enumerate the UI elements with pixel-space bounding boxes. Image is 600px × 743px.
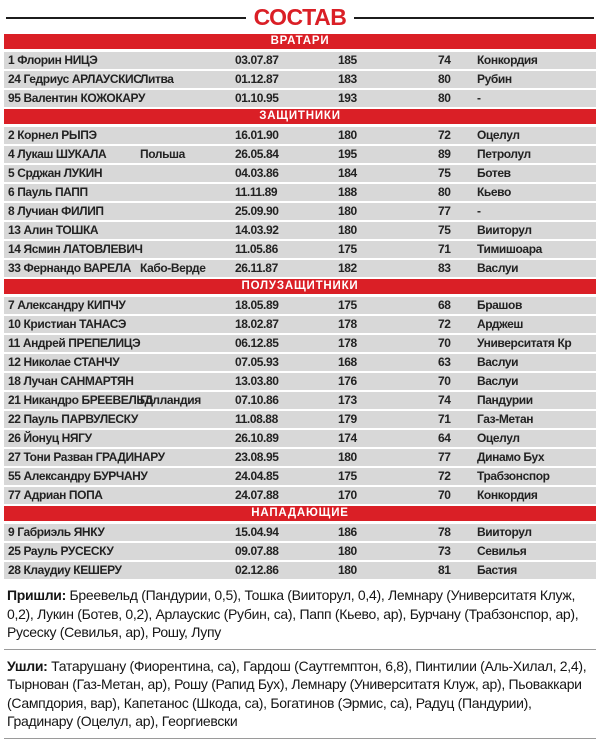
player-number-name: 28 Клаудиу КЕШЕРУ bbox=[8, 563, 122, 577]
player-birthdate: 09.07.88 bbox=[235, 544, 279, 558]
section-header: ПОЛУЗАЩИТНИКИ bbox=[4, 279, 596, 294]
player-previous-club: Брашов bbox=[477, 298, 522, 312]
player-previous-club: - bbox=[477, 91, 481, 105]
player-country bbox=[140, 241, 235, 258]
player-country bbox=[140, 468, 235, 485]
player-height: 180 bbox=[338, 450, 357, 464]
player-row bbox=[4, 52, 596, 69]
player-height: 188 bbox=[338, 185, 357, 199]
player-birthdate: 01.12.87 bbox=[235, 72, 279, 86]
player-row bbox=[4, 71, 596, 88]
player-number-name: 95 Валентин КОЖОКАРУ bbox=[8, 91, 146, 105]
departures-text: Татарушану (Фиорентина, са), Гардош (Саутгемптон, 6,8), Пинтилии (Аль-Хилал, 2,4), Тырнован (Газ-Метан, ар), Рошу (Рапид Бух), Лемнару (Университатя Клуж, ар), Пьоваккари (Сампдория, вар), Капетанос (Шкода, са), Богатинов (Эрмис, са), Радуц (Пандурии), Градинару (Оцелул, ар), Георгиевски bbox=[7, 657, 587, 729]
player-height: 176 bbox=[338, 374, 357, 388]
player-height: 193 bbox=[338, 91, 357, 105]
player-country bbox=[140, 430, 235, 447]
bottom-divider bbox=[4, 738, 596, 739]
player-height: 185 bbox=[338, 53, 357, 67]
player-number-name: 9 Габриэль ЯНКУ bbox=[8, 525, 105, 539]
roster-table bbox=[4, 34, 596, 579]
player-height: 178 bbox=[338, 336, 357, 350]
player-row bbox=[4, 127, 596, 144]
player-number-name: 2 Корнел РЫПЭ bbox=[8, 128, 97, 142]
player-number-name: 13 Алин ТОШКА bbox=[8, 223, 99, 237]
player-country bbox=[140, 354, 235, 371]
player-previous-club: Тимишоара bbox=[477, 242, 542, 256]
player-country bbox=[140, 184, 235, 201]
player-country bbox=[140, 524, 235, 541]
player-birthdate: 02.12.86 bbox=[235, 563, 279, 577]
player-height: 180 bbox=[338, 544, 357, 558]
player-number-name: 18 Лучан САНМАРТЯН bbox=[8, 374, 134, 388]
player-country: Польша bbox=[140, 147, 185, 161]
arrivals-text: Бреевельд (Пандурии, 0,5), Тошка (Вииторул, 0,4), Лемнару (Университатя Клуж, 0,2), Лукин (Ботев, 0,2), Арлаускис (Рубин, са), Папп (Кьево, ар), Бурчану (Трабзонспор, ар), Русеску (Севилья, ар), Рошу, Лупу bbox=[7, 587, 579, 640]
player-birthdate: 07.10.86 bbox=[235, 393, 279, 407]
player-height: 195 bbox=[338, 147, 357, 161]
player-row bbox=[4, 562, 596, 579]
player-previous-club: Бастия bbox=[477, 563, 517, 577]
player-row bbox=[4, 543, 596, 560]
section-header: ЗАЩИТНИКИ bbox=[4, 109, 596, 124]
player-number-name: 55 Александру БУРЧАНУ bbox=[8, 469, 148, 483]
player-row bbox=[4, 335, 596, 352]
player-height: 179 bbox=[338, 412, 357, 426]
player-previous-club: Конкордия bbox=[477, 488, 538, 502]
player-previous-club: Университатя Кр bbox=[477, 336, 572, 350]
player-previous-club: Трабзонспор bbox=[477, 469, 550, 483]
player-number-name: 14 Ясмин ЛАТОВЛЕВИЧ bbox=[8, 242, 143, 256]
player-height: 180 bbox=[338, 223, 357, 237]
section-header: ВРАТАРИ bbox=[4, 34, 596, 49]
player-birthdate: 06.12.85 bbox=[235, 336, 279, 350]
player-birthdate: 18.02.87 bbox=[235, 317, 279, 331]
player-height: 175 bbox=[338, 242, 357, 256]
player-previous-club: Оцелул bbox=[477, 128, 520, 142]
player-previous-club: Вииторул bbox=[477, 525, 532, 539]
player-birthdate: 24.07.88 bbox=[235, 488, 279, 502]
player-number-name: 27 Тони Разван ГРАДИНАРУ bbox=[8, 450, 165, 464]
player-number-name: 1 Флорин НИЦЭ bbox=[8, 53, 98, 67]
player-weight: 78 bbox=[438, 525, 451, 539]
player-country bbox=[140, 543, 235, 560]
player-country bbox=[140, 297, 235, 314]
player-birthdate: 26.05.84 bbox=[235, 147, 279, 161]
title-rule-left bbox=[6, 17, 246, 19]
player-number-name: 8 Лучиан ФИЛИП bbox=[8, 204, 104, 218]
player-weight: 77 bbox=[438, 204, 451, 218]
player-previous-club: Петролул bbox=[477, 147, 531, 161]
player-row bbox=[4, 90, 596, 107]
player-height: 186 bbox=[338, 525, 357, 539]
player-row bbox=[4, 297, 596, 314]
player-country bbox=[140, 373, 235, 390]
player-height: 178 bbox=[338, 317, 357, 331]
player-weight: 68 bbox=[438, 298, 451, 312]
player-birthdate: 11.08.88 bbox=[235, 412, 278, 426]
player-row bbox=[4, 468, 596, 485]
paragraph-divider bbox=[4, 649, 596, 650]
player-height: 182 bbox=[338, 261, 357, 275]
player-previous-club: Ботев bbox=[477, 166, 511, 180]
player-country bbox=[140, 165, 235, 182]
player-previous-club: Васлуи bbox=[477, 355, 519, 369]
player-weight: 75 bbox=[438, 166, 451, 180]
player-weight: 71 bbox=[438, 412, 451, 426]
player-birthdate: 13.03.80 bbox=[235, 374, 279, 388]
player-number-name: 24 Гедриус АРЛАУСКИС bbox=[8, 72, 142, 86]
player-row bbox=[4, 222, 596, 239]
player-birthdate: 18.05.89 bbox=[235, 298, 279, 312]
player-row bbox=[4, 316, 596, 333]
player-number-name: 22 Пауль ПАРВУЛЕСКУ bbox=[8, 412, 138, 426]
player-previous-club: Васлуи bbox=[477, 374, 519, 388]
player-previous-club: Газ-Метан bbox=[477, 412, 534, 426]
player-birthdate: 14.03.92 bbox=[235, 223, 279, 237]
player-birthdate: 23.08.95 bbox=[235, 450, 279, 464]
player-birthdate: 26.11.87 bbox=[235, 261, 278, 275]
player-height: 168 bbox=[338, 355, 357, 369]
player-weight: 74 bbox=[438, 53, 451, 67]
player-number-name: 77 Адриан ПОПА bbox=[8, 488, 103, 502]
player-row bbox=[4, 411, 596, 428]
title-row bbox=[6, 4, 594, 31]
departures-paragraph bbox=[7, 657, 594, 731]
player-height: 170 bbox=[338, 488, 357, 502]
player-weight: 89 bbox=[438, 147, 451, 161]
player-number-name: 11 Андрей ПРЕПЕЛИЦЭ bbox=[8, 336, 141, 350]
player-number-name: 10 Кристиан ТАНАСЭ bbox=[8, 317, 127, 331]
player-birthdate: 03.07.87 bbox=[235, 53, 279, 67]
squad-roster-page bbox=[0, 4, 600, 739]
player-birthdate: 26.10.89 bbox=[235, 431, 279, 445]
player-birthdate: 04.03.86 bbox=[235, 166, 279, 180]
player-row bbox=[4, 241, 596, 258]
player-weight: 64 bbox=[438, 431, 451, 445]
player-country bbox=[140, 562, 235, 579]
player-previous-club: Рубин bbox=[477, 72, 512, 86]
player-weight: 72 bbox=[438, 317, 451, 331]
player-height: 175 bbox=[338, 469, 357, 483]
player-country bbox=[140, 222, 235, 239]
player-weight: 77 bbox=[438, 450, 451, 464]
player-row bbox=[4, 260, 596, 277]
player-weight: 80 bbox=[438, 91, 451, 105]
player-weight: 70 bbox=[438, 336, 451, 350]
player-previous-club: Конкордия bbox=[477, 53, 538, 67]
player-number-name: 26 Йонуц НЯГУ bbox=[8, 431, 92, 445]
player-country bbox=[140, 411, 235, 428]
player-row bbox=[4, 146, 596, 163]
player-height: 174 bbox=[338, 431, 357, 445]
player-number-name: 6 Пауль ПАПП bbox=[8, 185, 88, 199]
player-country: Голландия bbox=[140, 393, 201, 407]
player-country bbox=[140, 335, 235, 352]
page-title: СОСТАВ bbox=[253, 4, 347, 30]
player-weight: 72 bbox=[438, 128, 451, 142]
player-country bbox=[140, 52, 235, 69]
player-row bbox=[4, 392, 596, 409]
player-height: 173 bbox=[338, 393, 357, 407]
player-weight: 75 bbox=[438, 223, 451, 237]
player-number-name: 5 Срджан ЛУКИН bbox=[8, 166, 103, 180]
player-row bbox=[4, 373, 596, 390]
player-birthdate: 11.05.86 bbox=[235, 242, 278, 256]
player-country bbox=[140, 203, 235, 220]
player-row bbox=[4, 354, 596, 371]
player-birthdate: 01.10.95 bbox=[235, 91, 279, 105]
player-weight: 80 bbox=[438, 185, 451, 199]
player-birthdate: 16.01.90 bbox=[235, 128, 279, 142]
arrivals-label: Пришли: bbox=[7, 587, 66, 603]
player-weight: 81 bbox=[438, 563, 451, 577]
arrivals-paragraph bbox=[7, 586, 594, 642]
player-country bbox=[140, 127, 235, 144]
player-row bbox=[4, 203, 596, 220]
player-row bbox=[4, 487, 596, 504]
player-weight: 74 bbox=[438, 393, 451, 407]
player-previous-club: Оцелул bbox=[477, 431, 520, 445]
player-weight: 70 bbox=[438, 374, 451, 388]
player-row bbox=[4, 165, 596, 182]
player-previous-club: Васлуи bbox=[477, 261, 519, 275]
player-row bbox=[4, 524, 596, 541]
player-birthdate: 25.09.90 bbox=[235, 204, 279, 218]
player-previous-club: Вииторул bbox=[477, 223, 532, 237]
player-height: 184 bbox=[338, 166, 357, 180]
player-birthdate: 24.04.85 bbox=[235, 469, 279, 483]
player-country: Кабо-Верде bbox=[140, 261, 206, 275]
player-number-name: 33 Фернандо ВАРЕЛА bbox=[8, 261, 132, 275]
player-weight: 71 bbox=[438, 242, 451, 256]
player-number-name: 12 Николае СТАНЧУ bbox=[8, 355, 120, 369]
player-country bbox=[140, 316, 235, 333]
player-row bbox=[4, 449, 596, 466]
player-number-name: 4 Лукаш ШУКАЛА bbox=[8, 147, 107, 161]
player-weight: 80 bbox=[438, 72, 451, 86]
player-country bbox=[140, 487, 235, 504]
player-height: 180 bbox=[338, 204, 357, 218]
player-row bbox=[4, 184, 596, 201]
player-height: 175 bbox=[338, 298, 357, 312]
player-previous-club: Арджеш bbox=[477, 317, 523, 331]
player-weight: 70 bbox=[438, 488, 451, 502]
player-country: Литва bbox=[140, 72, 174, 86]
section-header: НАПАДАЮЩИЕ bbox=[4, 506, 596, 521]
player-previous-club: Динамо Бух bbox=[477, 450, 545, 464]
player-weight: 83 bbox=[438, 261, 451, 275]
player-country bbox=[140, 449, 235, 466]
player-country bbox=[140, 90, 235, 107]
player-height: 180 bbox=[338, 128, 357, 142]
player-birthdate: 11.11.89 bbox=[235, 185, 278, 199]
player-number-name: 21 Никандро БРЕЕВЕЛЬД bbox=[8, 393, 153, 407]
player-weight: 73 bbox=[438, 544, 451, 558]
player-row bbox=[4, 430, 596, 447]
player-previous-club: Севилья bbox=[477, 544, 527, 558]
player-birthdate: 15.04.94 bbox=[235, 525, 279, 539]
player-previous-club: Пандурии bbox=[477, 393, 533, 407]
player-number-name: 7 Александру КИПЧУ bbox=[8, 298, 126, 312]
player-height: 183 bbox=[338, 72, 357, 86]
player-birthdate: 07.05.93 bbox=[235, 355, 279, 369]
player-weight: 72 bbox=[438, 469, 451, 483]
player-previous-club: - bbox=[477, 204, 481, 218]
player-weight: 63 bbox=[438, 355, 451, 369]
player-height: 180 bbox=[338, 563, 357, 577]
departures-label: Ушли: bbox=[7, 657, 48, 674]
title-rule-right bbox=[354, 17, 594, 19]
player-previous-club: Кьево bbox=[477, 185, 511, 199]
player-number-name: 25 Рауль РУСЕСКУ bbox=[8, 544, 114, 558]
